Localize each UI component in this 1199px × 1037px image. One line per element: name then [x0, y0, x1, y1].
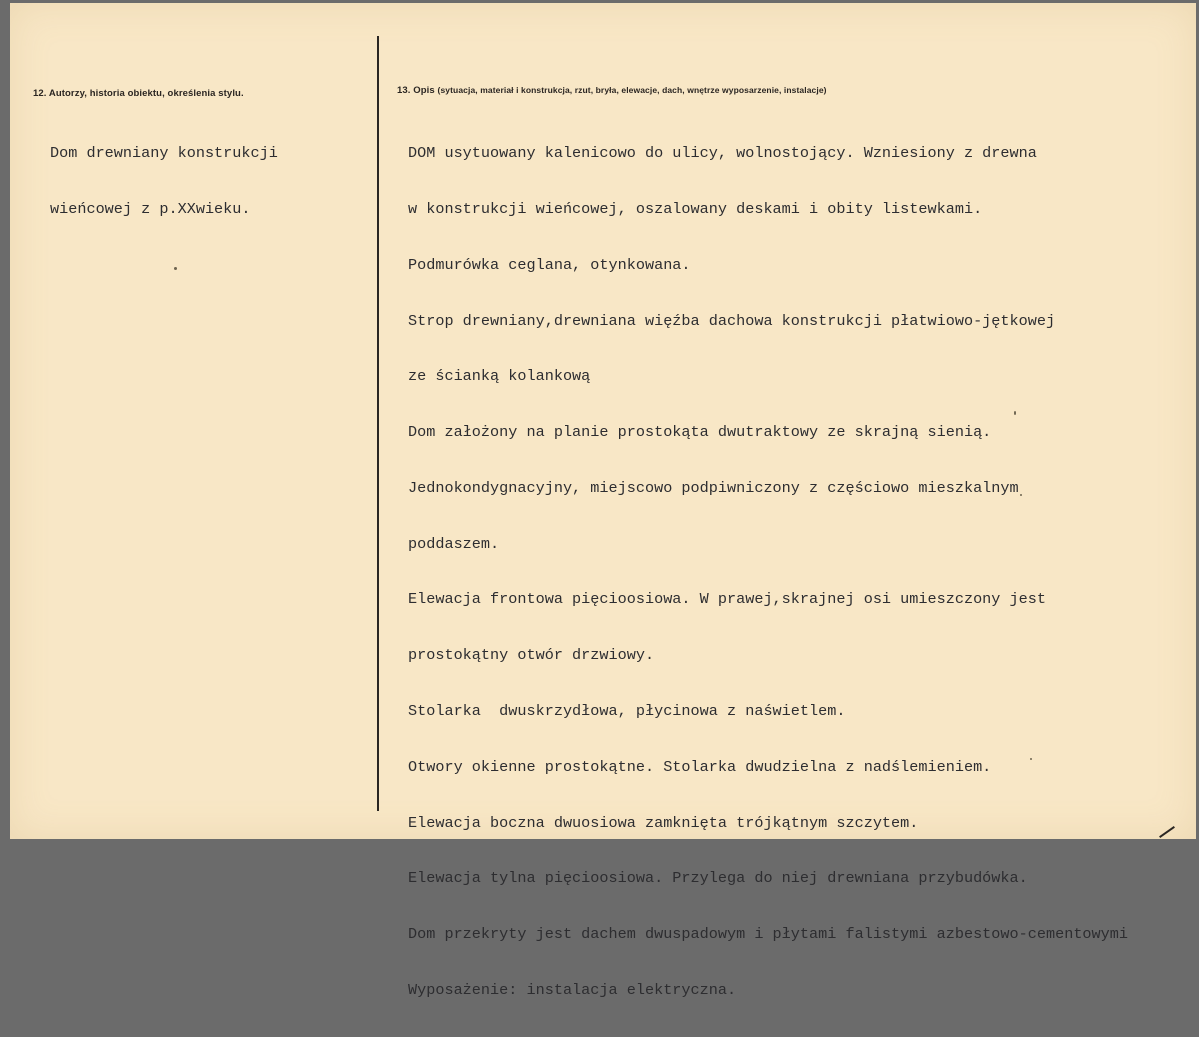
section-13-number: 13.: [397, 85, 411, 96]
section-13-line: prostokątny otwór drzwiowy.: [408, 646, 655, 665]
section-13-line: Elewacja frontowa pięcioosiowa. W prawej,skrajnej osi umieszczony jest: [408, 590, 1046, 609]
section-13-text: [408, 107, 1128, 1037]
section-12-line: Dom drewniany konstrukcji: [50, 144, 278, 163]
section-13-line: ze ścianką kolankową: [408, 367, 591, 386]
section-12-heading: [33, 88, 244, 99]
section-13-line: Dom przekryty jest dachem dwuspadowym i płytami falistymi azbestowo-cementowymi: [408, 925, 1129, 944]
section-12-text: [50, 107, 278, 256]
corner-mark: [1159, 826, 1175, 838]
section-13-subtitle: (sytuacja, materiał i konstrukcja, rzut, bryła, elewacje, dach, wnętrze wyposarzenie, instalacje): [437, 85, 827, 95]
section-13-line: Podmurówka ceglana, otynkowana.: [408, 255, 691, 274]
section-13-heading: [397, 85, 827, 96]
section-13-line: Elewacja tylna pięcioosiowa. Przylega do niej drewniana przybudówka.: [408, 869, 1028, 888]
paper-speck: [1014, 411, 1016, 415]
section-12-title: Autorzy, historia obiektu, określenia stylu.: [48, 88, 244, 99]
section-13-line: Wyposażenie: instalacja elektryczna.: [408, 980, 737, 999]
paper-speck: [1030, 758, 1032, 760]
section-12-number: 12.: [33, 88, 47, 99]
section-13-line: Jednokondygnacyjny, miejscowo podpiwniczony z częściowo mieszkalnym: [408, 478, 1019, 497]
section-13-line: DOM usytuowany kalenicowo do ulicy, wolnostojący. Wzniesiony z drewna: [408, 144, 1037, 163]
section-13-line: Strop drewniany,drewniana więźba dachowa konstrukcji płatwiowo-jętkowej: [408, 311, 1056, 330]
section-13-line: poddaszem.: [408, 534, 500, 553]
section-13-title: Opis: [413, 85, 435, 96]
paper-speck: [174, 267, 177, 270]
section-13-line: w konstrukcji wieńcowej, oszalowany deskami i obity listewkami.: [408, 199, 983, 218]
section-13-line: Dom założony na planie prostokąta dwutraktowy ze skrajną sienią.: [408, 423, 992, 442]
column-divider: [377, 36, 379, 811]
section-13-line: Elewacja boczna dwuosiowa zamknięta trójkątnym szczytem.: [408, 813, 919, 832]
section-13-line: Stolarka dwuskrzydłowa, płycinowa z naświetlem.: [408, 702, 846, 720]
paper-speck: [1020, 494, 1022, 496]
section-13-line: Otwory okienne prostokątne. Stolarka dwudzielna z nadślemieniem.: [408, 757, 992, 776]
form-card: [10, 3, 1196, 999]
section-12-line: wieńcowej z p.XXwieku.: [50, 199, 251, 218]
